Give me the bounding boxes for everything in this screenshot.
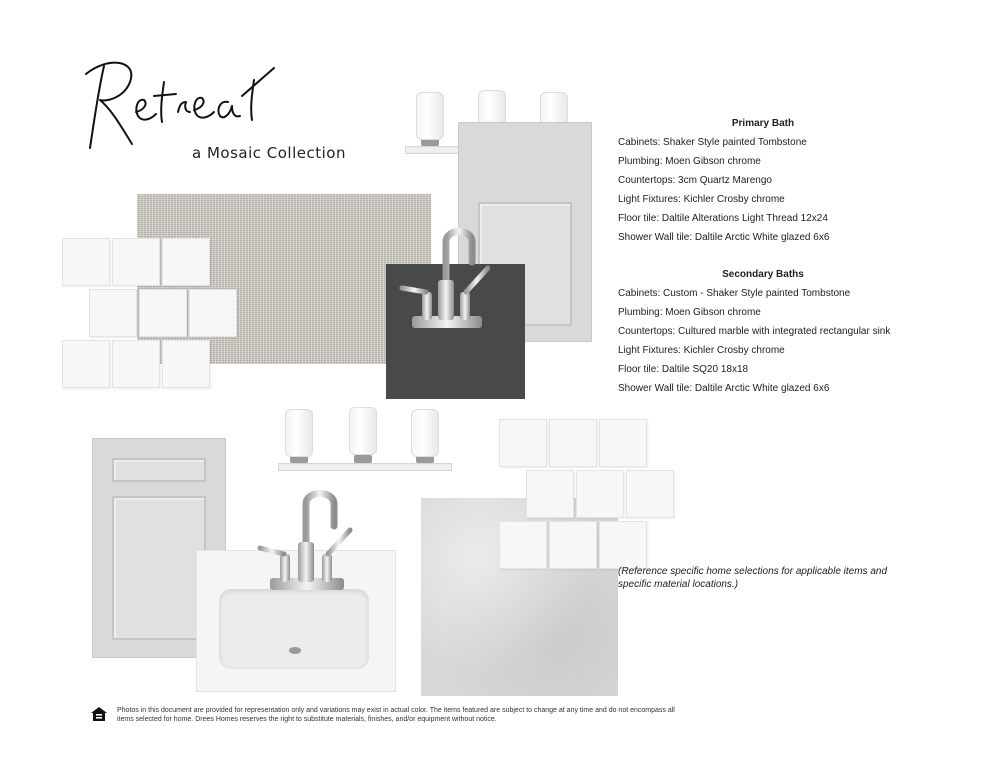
- primary-bath-heading: Primary Bath: [731, 118, 795, 129]
- footer-disclaimer: Photos in this document are provided for representation only and variations may exist in actual color. The items featured are subject to change at any time and do not encompass all items selected for home. Drees Homes reserves the right to substitute materials, finishes, and/or equipment without notice.: [117, 707, 675, 723]
- wall-tile-swatch-right: [499, 419, 681, 571]
- secondary-baths-heading: Secondary Baths: [722, 269, 804, 280]
- spec-line: Cabinets: Custom - Shaker Style painted Tombstone: [618, 288, 851, 299]
- spec-line: Plumbing: Moen Gibson chrome: [618, 156, 761, 167]
- primary-bath-spec: [618, 118, 908, 244]
- faucet-icon: [398, 222, 490, 336]
- spec-line: Countertops: Cultured marble with integrated rectangular sink: [618, 326, 891, 337]
- spec-line: Light Fixtures: Kichler Crosby chrome: [618, 194, 785, 205]
- wall-tile-swatch-left: [62, 238, 244, 390]
- spec-line: Light Fixtures: Kichler Crosby chrome: [618, 345, 785, 356]
- spec-line: Floor tile: Daltile Alterations Light Thread 12x24: [618, 213, 828, 224]
- spec-line: Shower Wall tile: Daltile Arctic White glazed 6x6: [618, 383, 830, 394]
- secondary-baths-spec: [618, 269, 908, 395]
- faucet-icon-secondary: [256, 486, 354, 596]
- spec-line: Shower Wall tile: Daltile Arctic White glazed 6x6: [618, 232, 830, 243]
- equal-housing-opportunity-icon: [90, 706, 108, 722]
- spec-line: Plumbing: Moen Gibson chrome: [618, 307, 761, 318]
- spec-line: Cabinets: Shaker Style painted Tombstone: [618, 137, 807, 148]
- spec-line: Floor tile: Daltile SQ20 18x18: [618, 364, 749, 375]
- selection-note: (Reference specific home selections for applicable items and specific material locations.): [618, 566, 888, 590]
- brand-subtitle: a Mosaic Collection: [192, 144, 346, 162]
- vanity-light-fixture-bottom: [278, 405, 450, 477]
- spec-line: Countertops: 3cm Quartz Marengo: [618, 175, 772, 186]
